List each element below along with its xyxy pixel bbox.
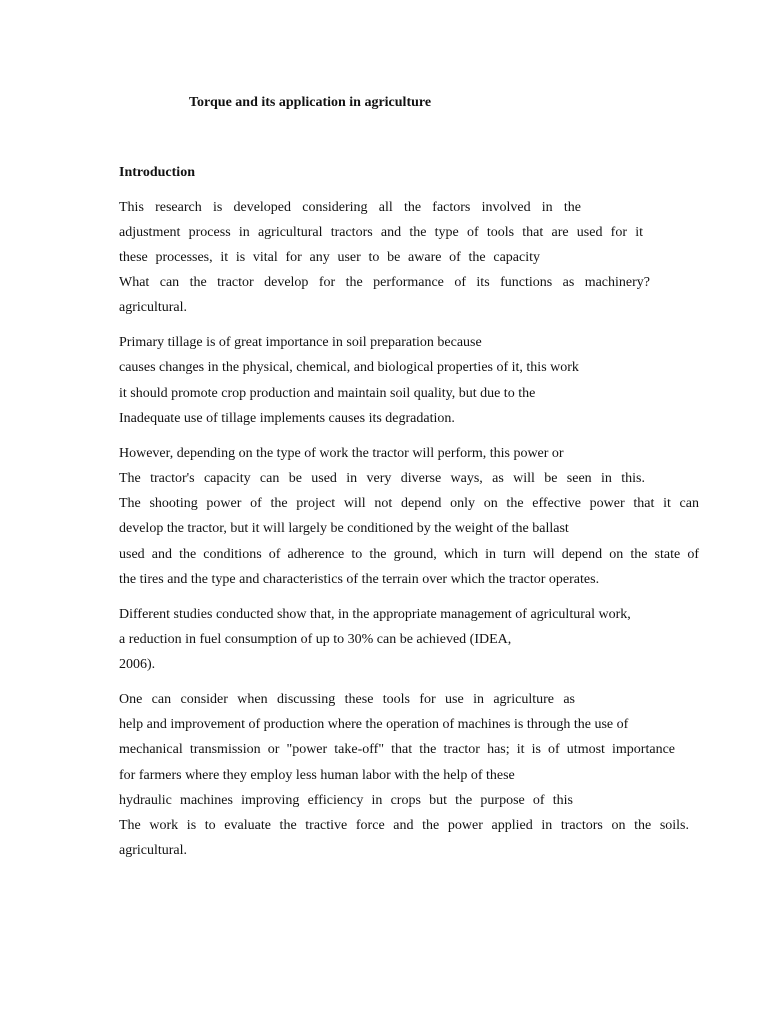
paragraph-line: The shooting power of the project will not depend only on the effective power that it can bbox=[119, 496, 699, 511]
paragraph-line: these processes, it is vital for any user to be aware of the capacity bbox=[119, 250, 540, 265]
paragraph-line: One can consider when discussing these tools for use in agriculture as bbox=[119, 692, 575, 707]
paragraph-line: This research is developed considering all the factors involved in the bbox=[119, 200, 581, 215]
paragraph-line: The work is to evaluate the tractive force and the power applied in tractors on the soils. bbox=[119, 818, 689, 833]
paragraph-line: agricultural. bbox=[119, 300, 188, 315]
document-title: Torque and its application in agriculture bbox=[189, 95, 432, 110]
paragraph-line: Primary tillage is of great importance in soil preparation because bbox=[119, 335, 482, 350]
paragraph-line: Inadequate use of tillage implements causes its degradation. bbox=[119, 411, 455, 426]
section-heading: Introduction bbox=[119, 165, 195, 180]
paragraph-line: agricultural. bbox=[119, 843, 188, 858]
paragraph-line: a reduction in fuel consumption of up to 30% can be achieved (IDEA, bbox=[119, 632, 512, 647]
paragraph-line: adjustment process in agricultural tractors and the type of tools that are used for it bbox=[119, 225, 643, 240]
paragraph-line: What can the tractor develop for the performance of its functions as machinery? bbox=[119, 275, 650, 290]
paragraph-line: Different studies conducted show that, in the appropriate management of agricultural work, bbox=[119, 607, 631, 622]
paragraph-line: it should promote crop production and maintain soil quality, but due to the bbox=[119, 386, 536, 401]
paragraph-line: mechanical transmission or "power take-off" that the tractor has; it is of utmost importance bbox=[119, 742, 675, 757]
paragraph-line: The tractor's capacity can be used in very diverse ways, as will be seen in this. bbox=[119, 471, 645, 486]
paragraph-line: for farmers where they employ less human labor with the help of these bbox=[119, 768, 515, 783]
paragraph-line: 2006). bbox=[119, 657, 156, 672]
paragraph-line: help and improvement of production where the operation of machines is through the use of bbox=[119, 717, 629, 732]
paragraph-line: develop the tractor, but it will largely be conditioned by the weight of the ballast bbox=[119, 521, 569, 536]
paragraph-line: used and the conditions of adherence to the ground, which in turn will depend on the state of bbox=[119, 547, 699, 562]
paragraph-line: the tires and the type and characteristics of the terrain over which the tractor operates. bbox=[119, 572, 600, 587]
paragraph-line: causes changes in the physical, chemical, and biological properties of it, this work bbox=[119, 360, 579, 375]
paragraph-line: However, depending on the type of work the tractor will perform, this power or bbox=[119, 446, 564, 461]
paragraph-line: hydraulic machines improving efficiency in crops but the purpose of this bbox=[119, 793, 573, 808]
